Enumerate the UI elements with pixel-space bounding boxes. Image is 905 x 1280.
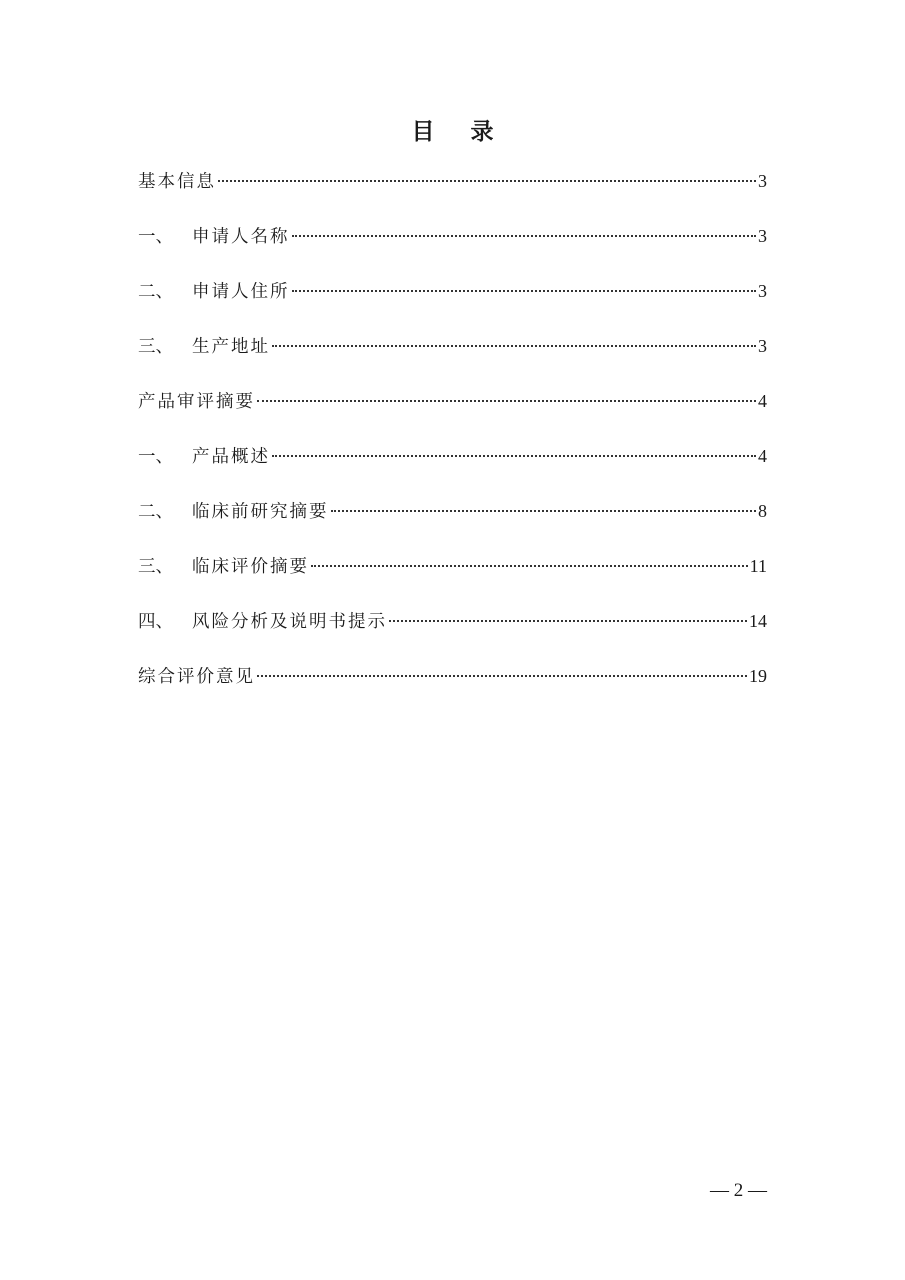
toc-entry[interactable] — [138, 606, 767, 661]
toc-entry-number: 四、 — [138, 612, 173, 632]
toc-entry-label: 综合评价意见 — [138, 667, 255, 687]
toc-entry[interactable] — [138, 331, 767, 386]
toc-entry[interactable] — [138, 386, 767, 441]
toc-entry[interactable] — [138, 551, 767, 606]
toc-entry-page: 8 — [758, 501, 767, 521]
toc-entry-number: 二、 — [138, 282, 173, 302]
toc-entry[interactable] — [138, 441, 767, 496]
toc-leader-dots — [292, 235, 757, 237]
toc-entry-number: 三、 — [138, 337, 173, 357]
toc-entry-label: 生产地址 — [192, 337, 270, 357]
toc-leader-dots — [292, 290, 757, 292]
toc-entry-label: 风险分析及说明书提示 — [192, 612, 387, 632]
toc-entry-page: 3 — [758, 171, 767, 191]
toc-list — [138, 166, 767, 716]
toc-leader-dots — [272, 345, 756, 347]
toc-entry[interactable] — [138, 276, 767, 331]
toc-leader-dots — [389, 620, 747, 622]
toc-leader-dots — [257, 675, 747, 677]
toc-leader-dots — [272, 455, 756, 457]
toc-entry[interactable] — [138, 496, 767, 551]
toc-leader-dots — [218, 180, 756, 182]
toc-entry[interactable] — [138, 661, 767, 716]
toc-entry-number: 三、 — [138, 557, 173, 577]
toc-leader-dots — [331, 510, 757, 512]
toc-entry-label: 临床前研究摘要 — [192, 502, 329, 522]
toc-entry[interactable] — [138, 221, 767, 276]
page-number: — 2 — — [710, 1180, 767, 1201]
toc-entry-number: 一、 — [138, 227, 173, 247]
toc-entry-page: 3 — [758, 281, 767, 301]
toc-entry-page: 4 — [758, 391, 767, 411]
toc-entry-label: 产品概述 — [192, 447, 270, 467]
toc-entry-label: 临床评价摘要 — [192, 557, 309, 577]
toc-leader-dots — [257, 400, 756, 402]
toc-entry-page: 11 — [749, 556, 767, 576]
toc-leader-dots — [311, 565, 748, 567]
toc-entry-number: 一、 — [138, 447, 173, 467]
toc-entry-page: 19 — [749, 666, 767, 686]
toc-entry-page: 14 — [749, 611, 767, 631]
toc-title: 目 录 — [411, 119, 508, 145]
toc-entry-label: 申请人住所 — [192, 282, 290, 302]
toc-entry-label: 基本信息 — [138, 172, 216, 192]
toc-entry[interactable] — [138, 166, 767, 221]
toc-entry-page: 4 — [758, 446, 767, 466]
toc-entry-page: 3 — [758, 336, 767, 356]
toc-entry-label: 申请人名称 — [192, 227, 290, 247]
toc-entry-page: 3 — [758, 226, 767, 246]
toc-entry-number: 二、 — [138, 502, 173, 522]
toc-entry-label: 产品审评摘要 — [138, 392, 255, 412]
